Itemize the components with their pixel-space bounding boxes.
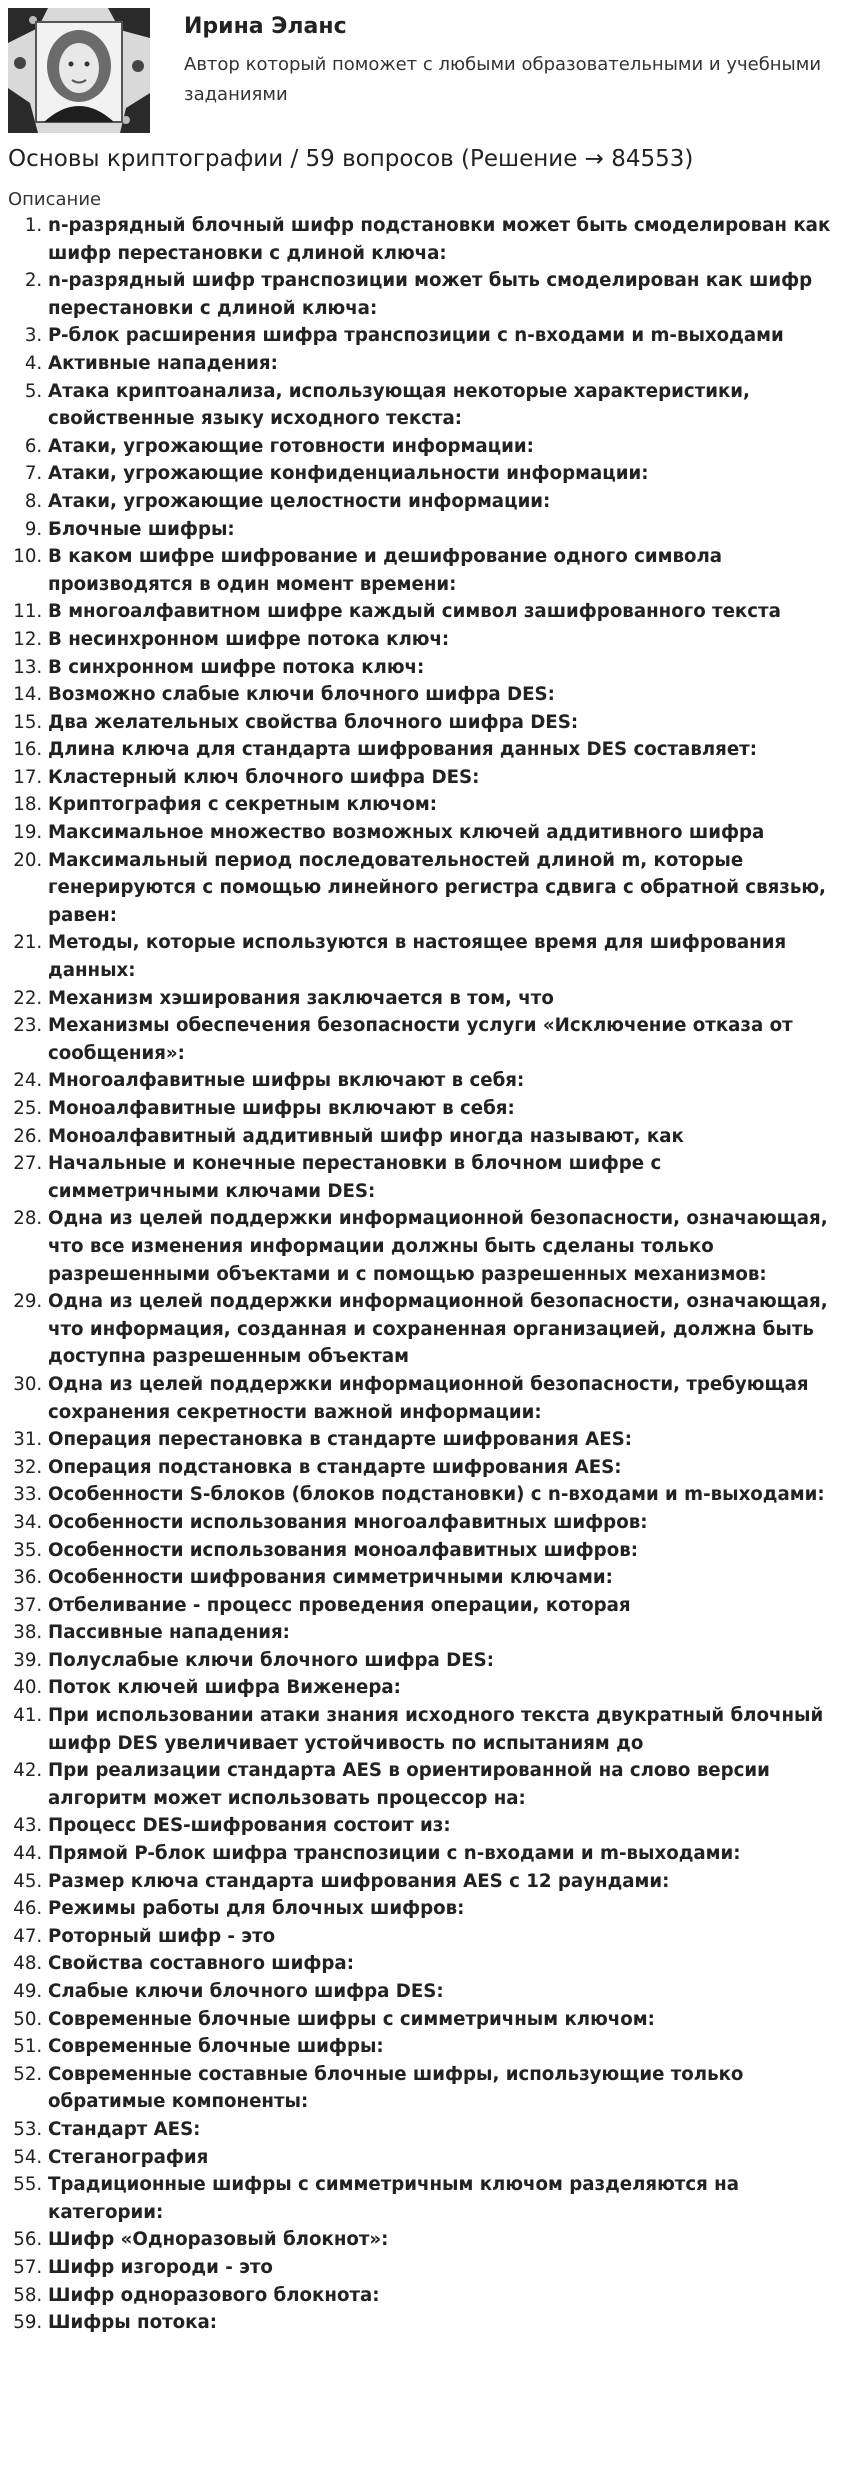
question-item: 50. Современные блочные шифры с симметричным ключом: bbox=[48, 2006, 836, 2034]
question-item: 5. Атака криптоанализа, использующая некоторые характеристики, свойственные языку исходного текста: bbox=[48, 378, 836, 433]
question-item: 12. В несинхронном шифре потока ключ: bbox=[48, 626, 836, 654]
question-item: 55. Традиционные шифры с симметричным ключом разделяются на категории: bbox=[48, 2171, 836, 2226]
question-item: 44. Прямой P-блок шифра транспозиции с n-входами и m-выходами: bbox=[48, 1840, 836, 1868]
question-item: 10. В каком шифре шифрование и дешифрование одного символа производятся в один момент времени: bbox=[48, 543, 836, 598]
author-description: Автор который поможет с любыми образовательными и учебными заданиями bbox=[184, 54, 822, 105]
question-item: 20. Максимальный период последовательностей длиной m, которые генерируются с помощью линейного регистра сдвига с обратной связью, равен: bbox=[48, 847, 836, 930]
question-item: 48. Свойства составного шифра: bbox=[48, 1950, 836, 1978]
page-title: Основы криптографии / 59 вопросов (Решение → 84553) bbox=[8, 146, 694, 172]
question-item: 17. Кластерный ключ блочного шифра DES: bbox=[48, 764, 836, 792]
question-item: 4. Активные нападения: bbox=[48, 350, 836, 378]
question-item: 16. Длина ключа для стандарта шифрования данных DES составляет: bbox=[48, 736, 836, 764]
question-item: 8. Атаки, угрожающие целостности информации: bbox=[48, 488, 836, 516]
question-item: 58. Шифр одноразового блокнота: bbox=[48, 2282, 836, 2310]
question-item: 52. Современные составные блочные шифры, использующие только обратимые компоненты: bbox=[48, 2061, 836, 2116]
question-item: 41. При использовании атаки знания исходного текста двукратный блочный шифр DES увеличивает устойчивость по испытаниям до bbox=[48, 1702, 836, 1757]
questions-list bbox=[0, 212, 836, 2337]
author-header bbox=[8, 8, 838, 133]
question-item: 57. Шифр изгороди - это bbox=[48, 2254, 836, 2282]
question-item: 26. Моноалфавитный аддитивный шифр иногда называют, как bbox=[48, 1123, 836, 1151]
question-item: 35. Особенности использования моноалфавитных шифров: bbox=[48, 1537, 836, 1565]
question-item: 45. Размер ключа стандарта шифрования AES с 12 раундами: bbox=[48, 1868, 836, 1896]
question-item: 53. Стандарт AES: bbox=[48, 2116, 836, 2144]
question-item: 25. Моноалфавитные шифры включают в себя: bbox=[48, 1095, 836, 1123]
question-item: 27. Начальные и конечные перестановки в блочном шифре с симметричными ключами DES: bbox=[48, 1150, 836, 1205]
question-item: 24. Многоалфавитные шифры включают в себя: bbox=[48, 1067, 836, 1095]
question-item: 32. Операция подстановка в стандарте шифрования AES: bbox=[48, 1454, 836, 1482]
question-item: 19. Максимальное множество возможных ключей аддитивного шифра bbox=[48, 819, 836, 847]
question-item: 51. Современные блочные шифры: bbox=[48, 2033, 836, 2061]
question-item: 18. Криптография с секретным ключом: bbox=[48, 791, 836, 819]
question-item: 54. Стеганография bbox=[48, 2144, 836, 2172]
question-item: 39. Полуслабые ключи блочного шифра DES: bbox=[48, 1647, 836, 1675]
question-item: 30. Одна из целей поддержки информационной безопасности, требующая сохранения секретности важной информации: bbox=[48, 1371, 836, 1426]
question-item: 46. Режимы работы для блочных шифров: bbox=[48, 1895, 836, 1923]
question-item: 23. Механизмы обеспечения безопасности услуги «Исключение отказа от сообщения»: bbox=[48, 1012, 836, 1067]
question-item: 37. Отбеливание - процесс проведения операции, которая bbox=[48, 1592, 836, 1620]
question-item: 47. Роторный шифр - это bbox=[48, 1923, 836, 1951]
author-name[interactable]: Ирина Эланс bbox=[184, 14, 347, 39]
question-item: 1. n-разрядный блочный шифр подстановки может быть смоделирован как шифр перестановки с длиной ключа: bbox=[48, 212, 836, 267]
question-item: 34. Особенности использования многоалфавитных шифров: bbox=[48, 1509, 836, 1537]
question-item: 15. Два желательных свойства блочного шифра DES: bbox=[48, 709, 836, 737]
avatar-image bbox=[8, 8, 150, 133]
question-item: 2. n-разрядный шифр транспозиции может быть смоделирован как шифр перестановки с длиной ключа: bbox=[48, 267, 836, 322]
question-item: 11. В многоалфавитном шифре каждый символ зашифрованного текста bbox=[48, 598, 836, 626]
question-item: 59. Шифры потока: bbox=[48, 2309, 836, 2337]
question-item: 33. Особенности S-блоков (блоков подстановки) с n-входами и m-выходами: bbox=[48, 1481, 836, 1509]
question-item: 3. P-блок расширения шифра транспозиции с n-входами и m-выходами bbox=[48, 322, 836, 350]
author-portrait-icon[interactable] bbox=[8, 8, 150, 133]
question-item: 49. Слабые ключи блочного шифра DES: bbox=[48, 1978, 836, 2006]
question-item: 31. Операция перестановка в стандарте шифрования AES: bbox=[48, 1426, 836, 1454]
question-item: 28. Одна из целей поддержки информационной безопасности, означающая, что все изменения информации должны быть сделаны только разрешенными объектами и с помощью разрешенных механизмов: bbox=[48, 1205, 836, 1288]
question-item: 6. Атаки, угрожающие готовности информации: bbox=[48, 433, 836, 461]
question-item: 22. Механизм хэширования заключается в том, что bbox=[48, 985, 836, 1013]
question-item: 38. Пассивные нападения: bbox=[48, 1619, 836, 1647]
question-item: 7. Атаки, угрожающие конфиденциальности информации: bbox=[48, 460, 836, 488]
question-item: 42. При реализации стандарта AES в ориентированной на слово версии алгоритм может использовать процессор на: bbox=[48, 1757, 836, 1812]
question-item: 36. Особенности шифрования симметричными ключами: bbox=[48, 1564, 836, 1592]
question-item: 43. Процесс DES-шифрования состоит из: bbox=[48, 1812, 836, 1840]
question-item: 29. Одна из целей поддержки информационной безопасности, означающая, что информация, созданная и сохраненная организацией, должна быть доступна разрешенным объектам bbox=[48, 1288, 836, 1371]
question-item: 13. В синхронном шифре потока ключ: bbox=[48, 654, 836, 682]
question-item: 21. Методы, которые используются в настоящее время для шифрования данных: bbox=[48, 929, 836, 984]
question-item: 40. Поток ключей шифра Виженера: bbox=[48, 1674, 836, 1702]
question-item: 56. Шифр «Одноразовый блокнот»: bbox=[48, 2226, 836, 2254]
question-item: 9. Блочные шифры: bbox=[48, 516, 836, 544]
question-item: 14. Возможно слабые ключи блочного шифра DES: bbox=[48, 681, 836, 709]
description-label: Описание bbox=[8, 189, 102, 210]
